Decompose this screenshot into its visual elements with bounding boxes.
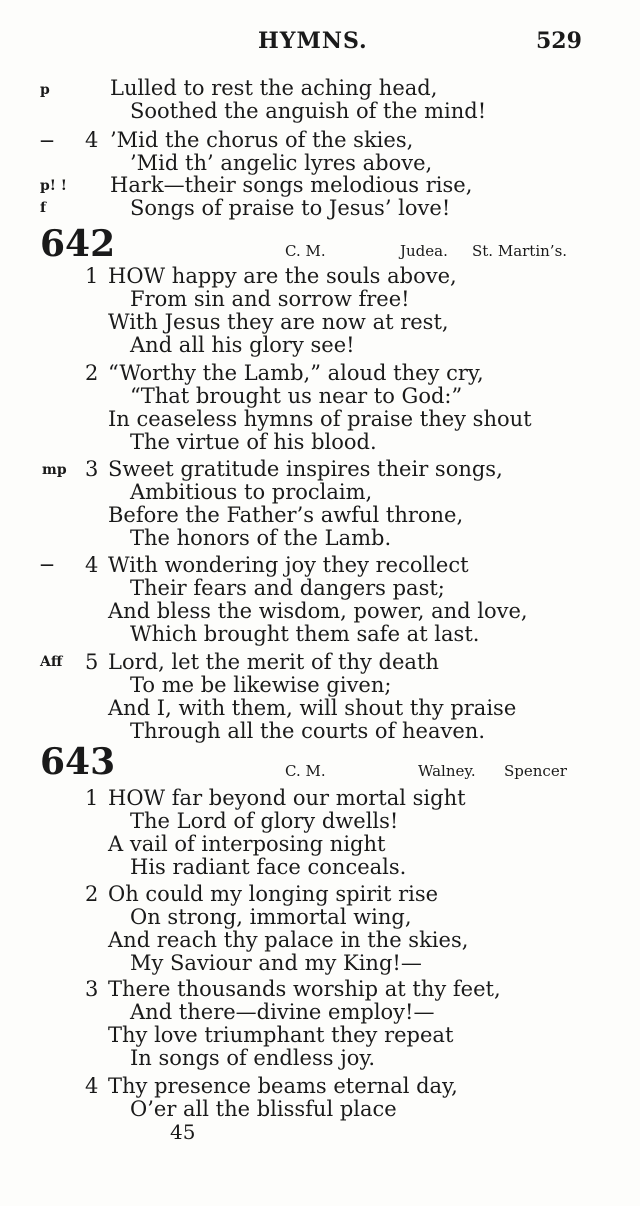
- verse-line: With Jesus they are now at rest,: [108, 310, 449, 334]
- running-header: HYMNS.: [258, 28, 368, 54]
- verse-line: Sweet gratitude inspires their songs,: [108, 457, 503, 481]
- verse-line: On strong, immortal wing,: [130, 905, 412, 929]
- dynamic-mark: p: [40, 82, 50, 98]
- verse-line: Which brought them safe at last.: [130, 622, 480, 646]
- stanza-number: 2: [85, 882, 99, 906]
- hymn-number: 642: [40, 223, 116, 265]
- verse-line: Thy love triumphant they repeat: [108, 1023, 454, 1047]
- stanza-number: 1: [85, 264, 99, 288]
- verse-line: And all his glory see!: [130, 333, 355, 357]
- dynamic-mark: Aff: [40, 654, 63, 670]
- dynamic-mark: —: [40, 133, 54, 149]
- tune-name: Spencer: [504, 762, 567, 780]
- verse-line: There thousands worship at thy feet,: [108, 977, 501, 1001]
- verse-line: Thy presence beams eternal day,: [108, 1074, 458, 1098]
- stanza-number: 4: [85, 553, 99, 577]
- verse-line: Their fears and dangers past;: [130, 576, 445, 600]
- stanza-number: 4: [85, 128, 99, 152]
- verse-line: The Lord of glory dwells!: [130, 809, 399, 833]
- dynamic-mark: —: [40, 557, 54, 573]
- verse-line: Lulled to rest the aching head,: [110, 76, 438, 100]
- verse-line: In songs of endless joy.: [130, 1046, 376, 1070]
- verse-line: The honors of the Lamb.: [130, 526, 392, 550]
- stanza-number: 3: [85, 457, 99, 481]
- verse-line: My Saviour and my King!—: [130, 951, 422, 975]
- verse-line: Oh could my longing spirit rise: [108, 882, 439, 906]
- verse-line: The virtue of his blood.: [130, 430, 377, 454]
- tune-name: St. Martin’s.: [472, 242, 568, 260]
- verse-line: Soothed the anguish of the mind!: [130, 99, 487, 123]
- verse-line: “That brought us near to God:”: [130, 384, 463, 408]
- verse-line: HOW far beyond our mortal sight: [108, 786, 466, 810]
- tune-name: Judea.: [400, 242, 448, 260]
- verse-line: “Worthy the Lamb,” aloud they cry,: [108, 361, 484, 385]
- stanza-number: 1: [85, 786, 99, 810]
- stanza-number: 5: [85, 650, 99, 674]
- verse-line: HOW happy are the souls above,: [108, 264, 457, 288]
- verse-line: Hark—their songs melodious rise,: [110, 173, 473, 197]
- verse-line: To me be likewise given;: [130, 673, 392, 697]
- verse-line: And reach thy palace in the skies,: [108, 928, 469, 952]
- verse-line: ’Mid th’ angelic lyres above,: [130, 151, 433, 175]
- hymn-number: 643: [40, 741, 116, 783]
- verse-line: ’Mid the chorus of the skies,: [110, 128, 414, 152]
- verse-line: In ceaseless hymns of praise they shout: [108, 407, 532, 431]
- stanza-number: 4: [85, 1074, 99, 1098]
- dynamic-mark: p! !: [40, 178, 67, 194]
- dynamic-mark: f: [40, 200, 47, 216]
- verse-line: And bless the wisdom, power, and love,: [108, 599, 528, 623]
- verse-line: A vail of interposing night: [108, 832, 386, 856]
- verse-line: Songs of praise to Jesus’ love!: [130, 196, 451, 220]
- verse-line: And I, with them, will shout thy praise: [108, 696, 517, 720]
- signature-mark: 45: [170, 1120, 196, 1144]
- verse-line: Through all the courts of heaven.: [130, 719, 485, 743]
- dynamic-mark: mp: [42, 462, 67, 478]
- verse-line: Ambitious to proclaim,: [130, 480, 373, 504]
- stanza-number: 2: [85, 361, 99, 385]
- verse-line: Before the Father’s awful throne,: [108, 503, 464, 527]
- stanza-number: 3: [85, 977, 99, 1001]
- hymn-meter: C. M.: [285, 242, 326, 260]
- verse-line: And there—divine employ!—: [130, 1000, 435, 1024]
- page-number: 529: [536, 28, 582, 54]
- verse-line: From sin and sorrow free!: [130, 287, 410, 311]
- tune-name: Walney.: [418, 762, 476, 780]
- verse-line: Lord, let the merit of thy death: [108, 650, 439, 674]
- verse-line: With wondering joy they recollect: [108, 553, 469, 577]
- verse-line: O’er all the blissful place: [130, 1097, 397, 1121]
- verse-line: His radiant face conceals.: [130, 855, 407, 879]
- hymn-meter: C. M.: [285, 762, 326, 780]
